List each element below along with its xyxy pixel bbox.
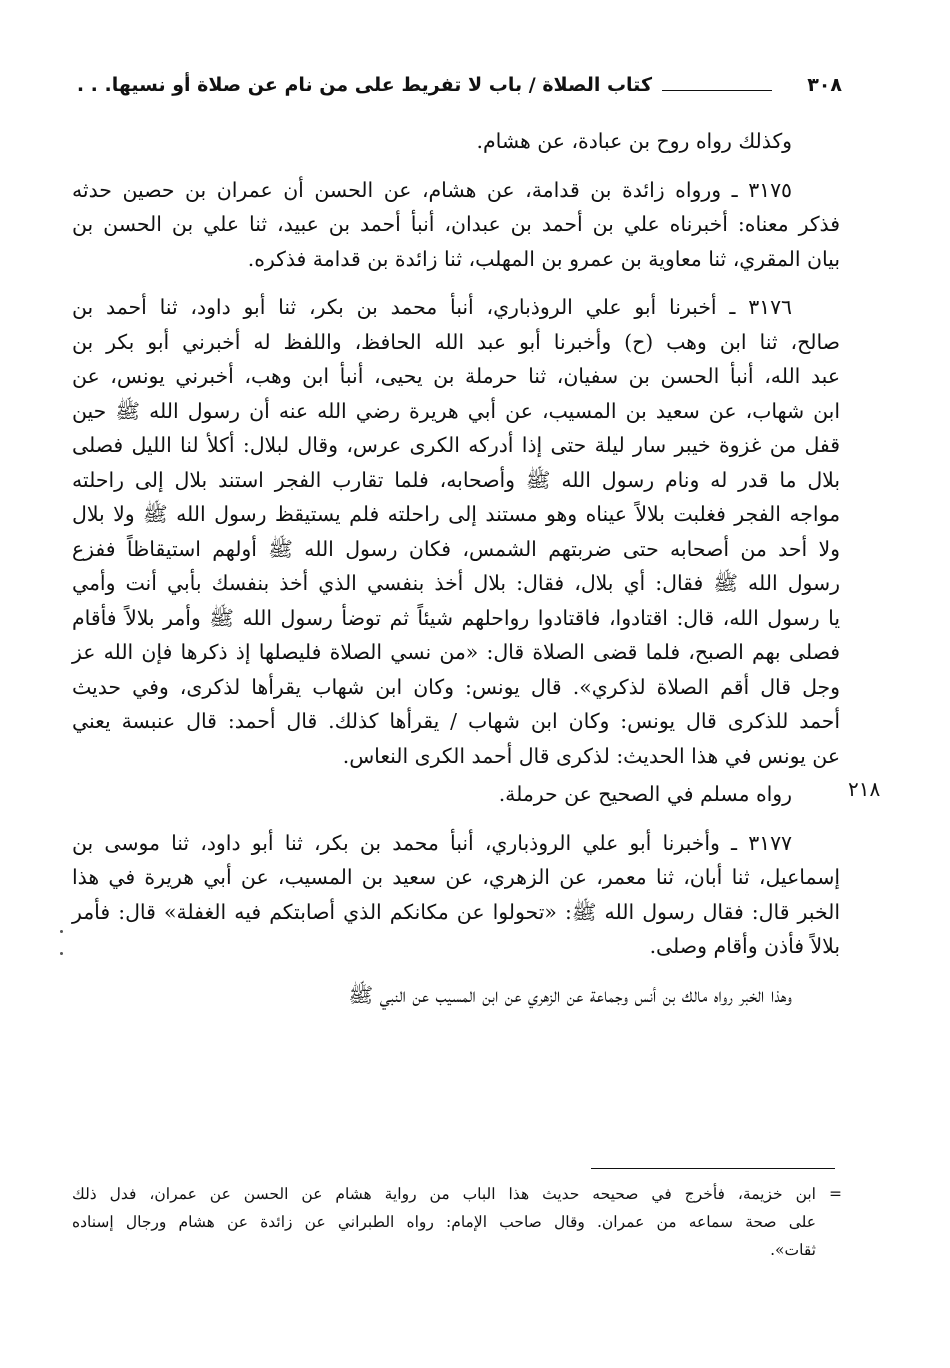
text-line: رواه مسلم في الصحيح عن حرملة.	[498, 782, 792, 806]
text-line: بلالاً فأذن وأقام وصلى.	[649, 934, 840, 958]
text-line: فصلى بهم الصبح، فلما قضى الصلاة قال: «من نسي الصلاة فليصلها إذ ذكرها فإن الله عز	[72, 640, 840, 664]
running-header	[72, 72, 842, 106]
footnote-separator	[591, 1168, 835, 1169]
text-line: بيان المقري، ثنا معاوية بن عمرو بن المهلب، ثنا زائدة بن قدامة فذكره.	[247, 246, 840, 271]
text-line: أحمد للذكرى قال يونس: وكان ابن شهاب / يقرأها كذلك. قال أحمد: قال عنبسة يعني	[72, 709, 840, 733]
text-line: إسماعيل، ثنا أبان، ثنا معمر، عن الزهري، عن سعيد بن المسيب، عن أبي هريرة في هذا	[72, 865, 840, 889]
text-line: قفل من غزوة خيبر سار ليلة حتى إذا أدركه الكرى عرس، وقال لبلال: أكلأ لنا الليل فصلى	[72, 433, 840, 457]
text-line: ولا أحد من أصحابه حتى ضربتهم الشمس، فكان رسول الله ﷺ أولهم استيقاظاً ففزع	[72, 536, 840, 561]
text-line: وجل قال أقم الصلاة لذكري». قال يونس: وكان ابن شهاب يقرأها لذكرى، وفي حديث	[72, 674, 840, 699]
running-title: كتاب الصلاة / باب لا تفريط على من نام عن صلاة أو نسيها. . .	[76, 74, 652, 96]
margin-page-reference: ٢١٨	[848, 777, 881, 801]
paragraph-hadith-3176	[72, 290, 840, 773]
scan-speck	[60, 930, 63, 933]
text-line: الخبر قال: فقال رسول الله ﷺ: «تحولوا عن مكانكم الذي أصابتكم فيه الغفلة» قال: فأمر	[72, 899, 840, 924]
text-line: عبد الله، أنبأ الحسن بن سفيان، ثنا حرملة بن يحيى، أنبأ ابن وهب، أخبرني يونس، عن	[72, 364, 840, 388]
header-rule	[662, 90, 772, 91]
footnote-text	[72, 1180, 816, 1264]
footnote-line: ثقات».	[770, 1241, 816, 1259]
footnote-continuation-marker: =	[829, 1185, 842, 1203]
text-line: رسول الله ﷺ فقال: أي بلال، فقال: بلال أخذ بنفسي الذي أخذ بنفسك بأبي أنت وأمي	[72, 571, 840, 595]
text-line: ٣١٧٦ ـ أخبرنا أبو علي الروذباري، أنبأ محمد بن بكر، ثنا أبو داود، ثنا أحمد بن	[72, 295, 792, 319]
text-line: ٣١٧٥ ـ ورواه زائدة بن قدامة، عن هشام، عن الحسن أن عمران بن حصين حدثه	[72, 177, 792, 202]
text-line: بلال ما قدر له ونام رسول الله ﷺ وأصحابه، فلما تقارب الفجر استند بلال إلى راحلته	[72, 467, 840, 492]
paragraph-hadith-3175	[72, 173, 840, 277]
text-line: عن يونس في هذا الحديث: لذكرى قال أحمد الكرى النعاس.	[342, 743, 840, 768]
paragraph-malik-note	[72, 978, 840, 1013]
text-line: فذكر معناه: أخبرناه علي بن أحمد بن عبدان، أنبأ أحمد بن عبيد، ثنا علي بن الحسن بن	[72, 212, 840, 236]
text-line: وهذا الخبر رواه مالك بن أنس وجماعة عن الزهري عن ابن المسيب عن النبي ﷺ	[348, 982, 792, 1007]
paragraph-rawh-note	[72, 124, 840, 159]
main-text	[72, 124, 840, 1012]
paragraph-hadith-3177	[72, 826, 840, 964]
scan-speck	[60, 952, 63, 955]
page-number: ٣٠٨	[807, 74, 842, 96]
text-line: مواجه الفجر فغلبت بلالاً عيناه وهو مستند إلى راحلته فلم يستيقظ رسول الله ﷺ ولا بلال	[72, 502, 840, 526]
text-line: ٣١٧٧ ـ وأخبرنا أبو علي الروذباري، أنبأ محمد بن بكر، ثنا أبو داود، ثنا موسى بن	[72, 830, 792, 855]
text-line: صالح، ثنا ابن وهب (ح) وأخبرنا أبو عبد الله الحافظ، واللفظ له أخبرني أبو بكر بن	[72, 329, 840, 354]
text-line: وكذلك رواه روح بن عبادة، عن هشام.	[476, 129, 792, 153]
text-line: ابن شهاب، عن سعيد بن المسيب، عن أبي هريرة رضي الله عنه أن رسول الله ﷺ حين	[72, 398, 840, 423]
footnote-line: على صحة سماعه من عمران. وقال صاحب الإمام: رواه الطبراني عن زائدة عن هشام ورجال إسناده	[72, 1213, 816, 1231]
paragraph-muslim-note	[72, 777, 840, 812]
footnote	[72, 1180, 842, 1264]
text-line: يا رسول الله، قال: اقتادوا، فاقتادوا رواحلهم شيئاً ثم توضأ رسول الله ﷺ وأمر بلالاً فأقام	[72, 605, 840, 630]
footnote-line: ابن خزيمة، فأخرج في صحيحه حديث هذا الباب من رواية هشام عن الحسن عن عمران، فدل ذلك	[72, 1185, 816, 1203]
